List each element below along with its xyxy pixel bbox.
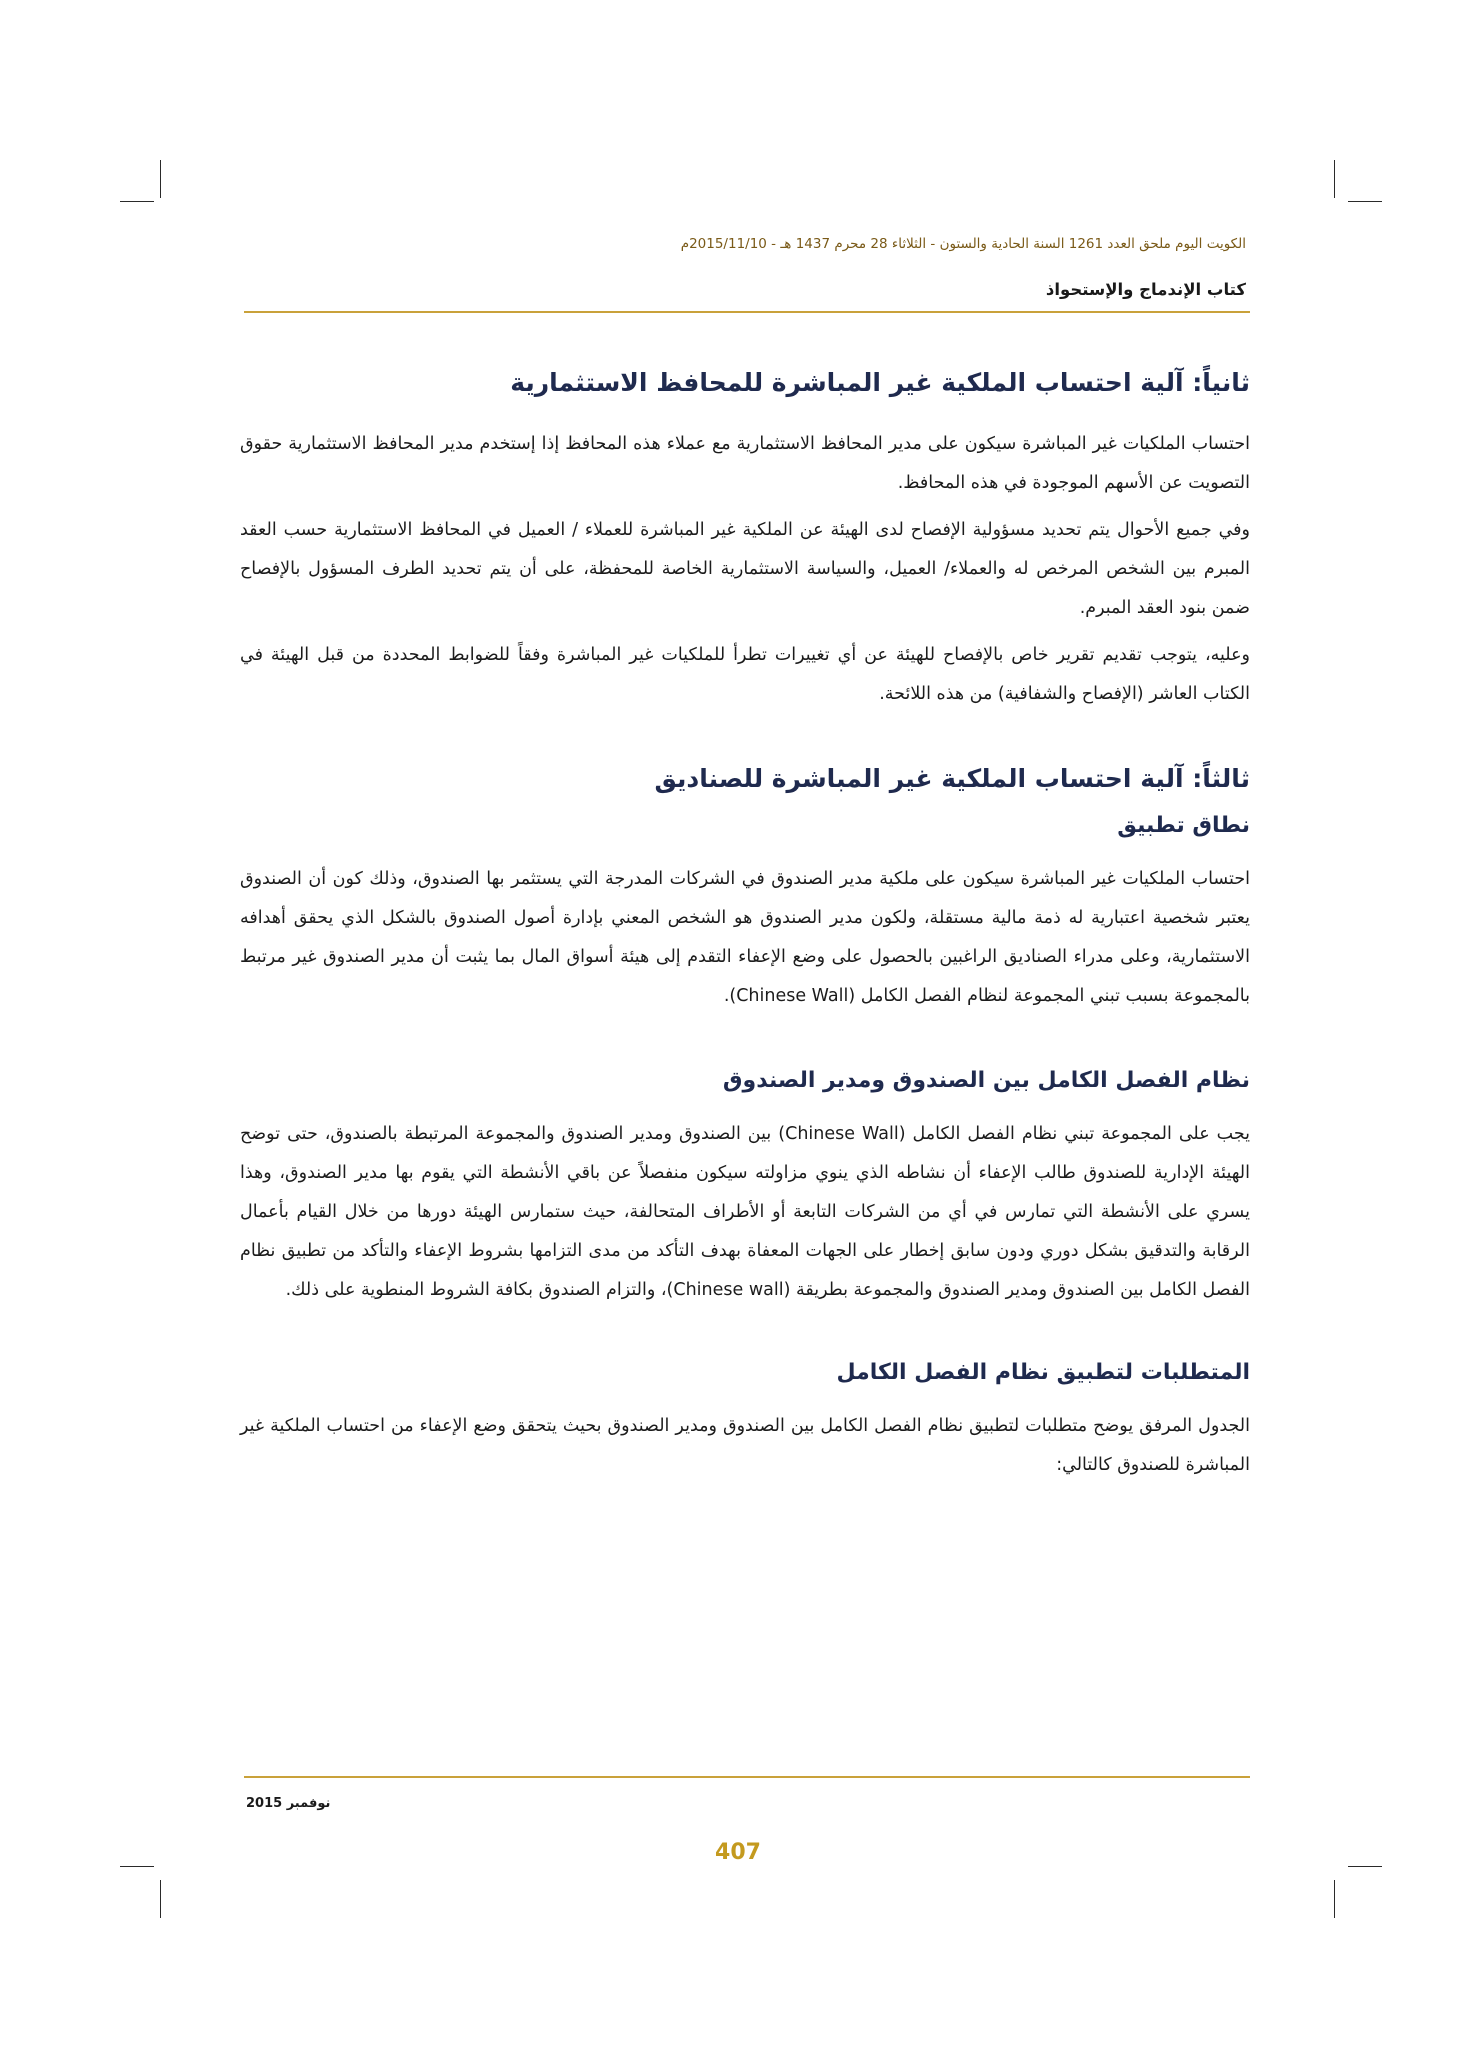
section-heading: ثالثاً: آلية احتساب الملكية غير المباشرة للصناديق bbox=[654, 764, 1250, 793]
page-number: 407 bbox=[715, 1840, 761, 1865]
crop-mark bbox=[1334, 1880, 1335, 1918]
paragraph: وعليه، يتوجب تقديم تقرير خاص بالإفصاح للهيئة عن أي تغييرات تطرأ للملكيات غير المباشرة وفقاً للضوابط المحددة من قبل الهيئة في الكتاب العاشر (الإفصاح والشفافية) من هذه اللائحة. bbox=[240, 645, 1250, 704]
footer-date: نوفمبر 2015 bbox=[246, 1796, 331, 1811]
page-content bbox=[240, 358, 1250, 1485]
paragraph: يجب على المجموعة تبني نظام الفصل الكامل (Chinese Wall) بين الصندوق ومدير الصندوق والمجموعة المرتبطة بالصندوق، حتى توضح الهيئة الإدارية للصندوق طالب الإعفاء أن نشاطه الذي ينوي مزاولته سيكون منفصلاً عن باقي الأنشطة التي يقوم بها مدير الصندوق، وهذا يسري على الأنشطة التي تمارس في أي من الشركات التابعة أو الأطراف المتحالفة، حيث ستمارس الهيئة دورها من خلال القيام بأعمال الرقابة والتدقيق بشكل دوري ودون سابق إخطار على الجهات المعفاة بهدف التأكد من مدى التزامها بشروط الإعفاء والتأكد من تطبيق نظام الفصل الكامل بين الصندوق ومدير الصندوق والمجموعة بطريقة (Chinese wall)، والتزام الصندوق بكافة الشروط المنطوية على ذلك. bbox=[240, 1124, 1251, 1300]
crop-mark bbox=[1334, 160, 1335, 198]
crop-mark bbox=[160, 160, 161, 198]
crop-mark bbox=[160, 1880, 161, 1918]
paragraph: احتساب الملكيات غير المباشرة سيكون على ملكية مدير الصندوق في الشركات المدرجة التي يستثمر بها الصندوق، وذلك كون أن الصندوق يعتبر شخصية اعتبارية له ذمة مالية مستقلة، ولكون مدير الصندوق هو الشخص المعني بإدارة أصول الصندوق بالشكل الذي يحقق أهدافه الاستثمارية، وعلى مدراء الصناديق الراغبين بالحصول على وضع الإعفاء التقدم إلى هيئة أسواق المال بما يثبت أن مدير الصندوق غير مرتبط بالمجموعة بسبب تبني المجموعة لنظام الفصل الكامل (Chinese Wall). bbox=[240, 869, 1250, 1006]
subsection-heading: نظام الفصل الكامل بين الصندوق ومدير الصندوق bbox=[722, 1068, 1250, 1093]
subsection-heading: المتطلبات لتطبيق نظام الفصل الكامل bbox=[836, 1360, 1250, 1385]
crop-mark bbox=[120, 201, 154, 202]
crop-mark bbox=[1348, 201, 1382, 202]
crop-mark bbox=[1348, 1866, 1382, 1867]
footer-rule bbox=[244, 1776, 1250, 1778]
crop-mark bbox=[120, 1866, 154, 1867]
subsection-heading: نطاق تطبيق bbox=[1117, 813, 1250, 838]
paragraph: احتساب الملكيات غير المباشرة سيكون على مدير المحافظ الاستثمارية مع عملاء هذه المحافظ إذا إستخدم مدير المحافظ الاستثمارية حقوق التصويت عن الأسهم الموجودة في هذه المحافظ. bbox=[240, 434, 1250, 493]
paragraph: وفي جميع الأحوال يتم تحديد مسؤولية الإفصاح لدى الهيئة عن الملكية غير المباشرة للعملاء / العميل في المحافظ الاستثمارية حسب العقد المبرم بين الشخص المرخص له والعملاء/ العميل، والسياسة الاستثمارية الخاصة للمحفظة، على أن يتم تحديد الطرف المسؤول بالإفصاح ضمن بنود العقد المبرم. bbox=[240, 520, 1250, 618]
section-heading: ثانياً: آلية احتساب الملكية غير المباشرة للمحافظ الاستثمارية bbox=[510, 368, 1250, 397]
header-rule bbox=[244, 311, 1250, 313]
publication-header: الكويت اليوم ملحق العدد 1261 السنة الحادية والستون - الثلاثاء 28 محرم 1437 هـ - 2015/11/10م bbox=[680, 236, 1246, 252]
book-title: كتاب الإندماج والإستحواذ bbox=[1045, 280, 1246, 299]
paragraph: الجدول المرفق يوضح متطلبات لتطبيق نظام الفصل الكامل بين الصندوق ومدير الصندوق بحيث يتحقق وضع الإعفاء من احتساب الملكية غير المباشرة للصندوق كالتالي: bbox=[240, 1416, 1250, 1475]
